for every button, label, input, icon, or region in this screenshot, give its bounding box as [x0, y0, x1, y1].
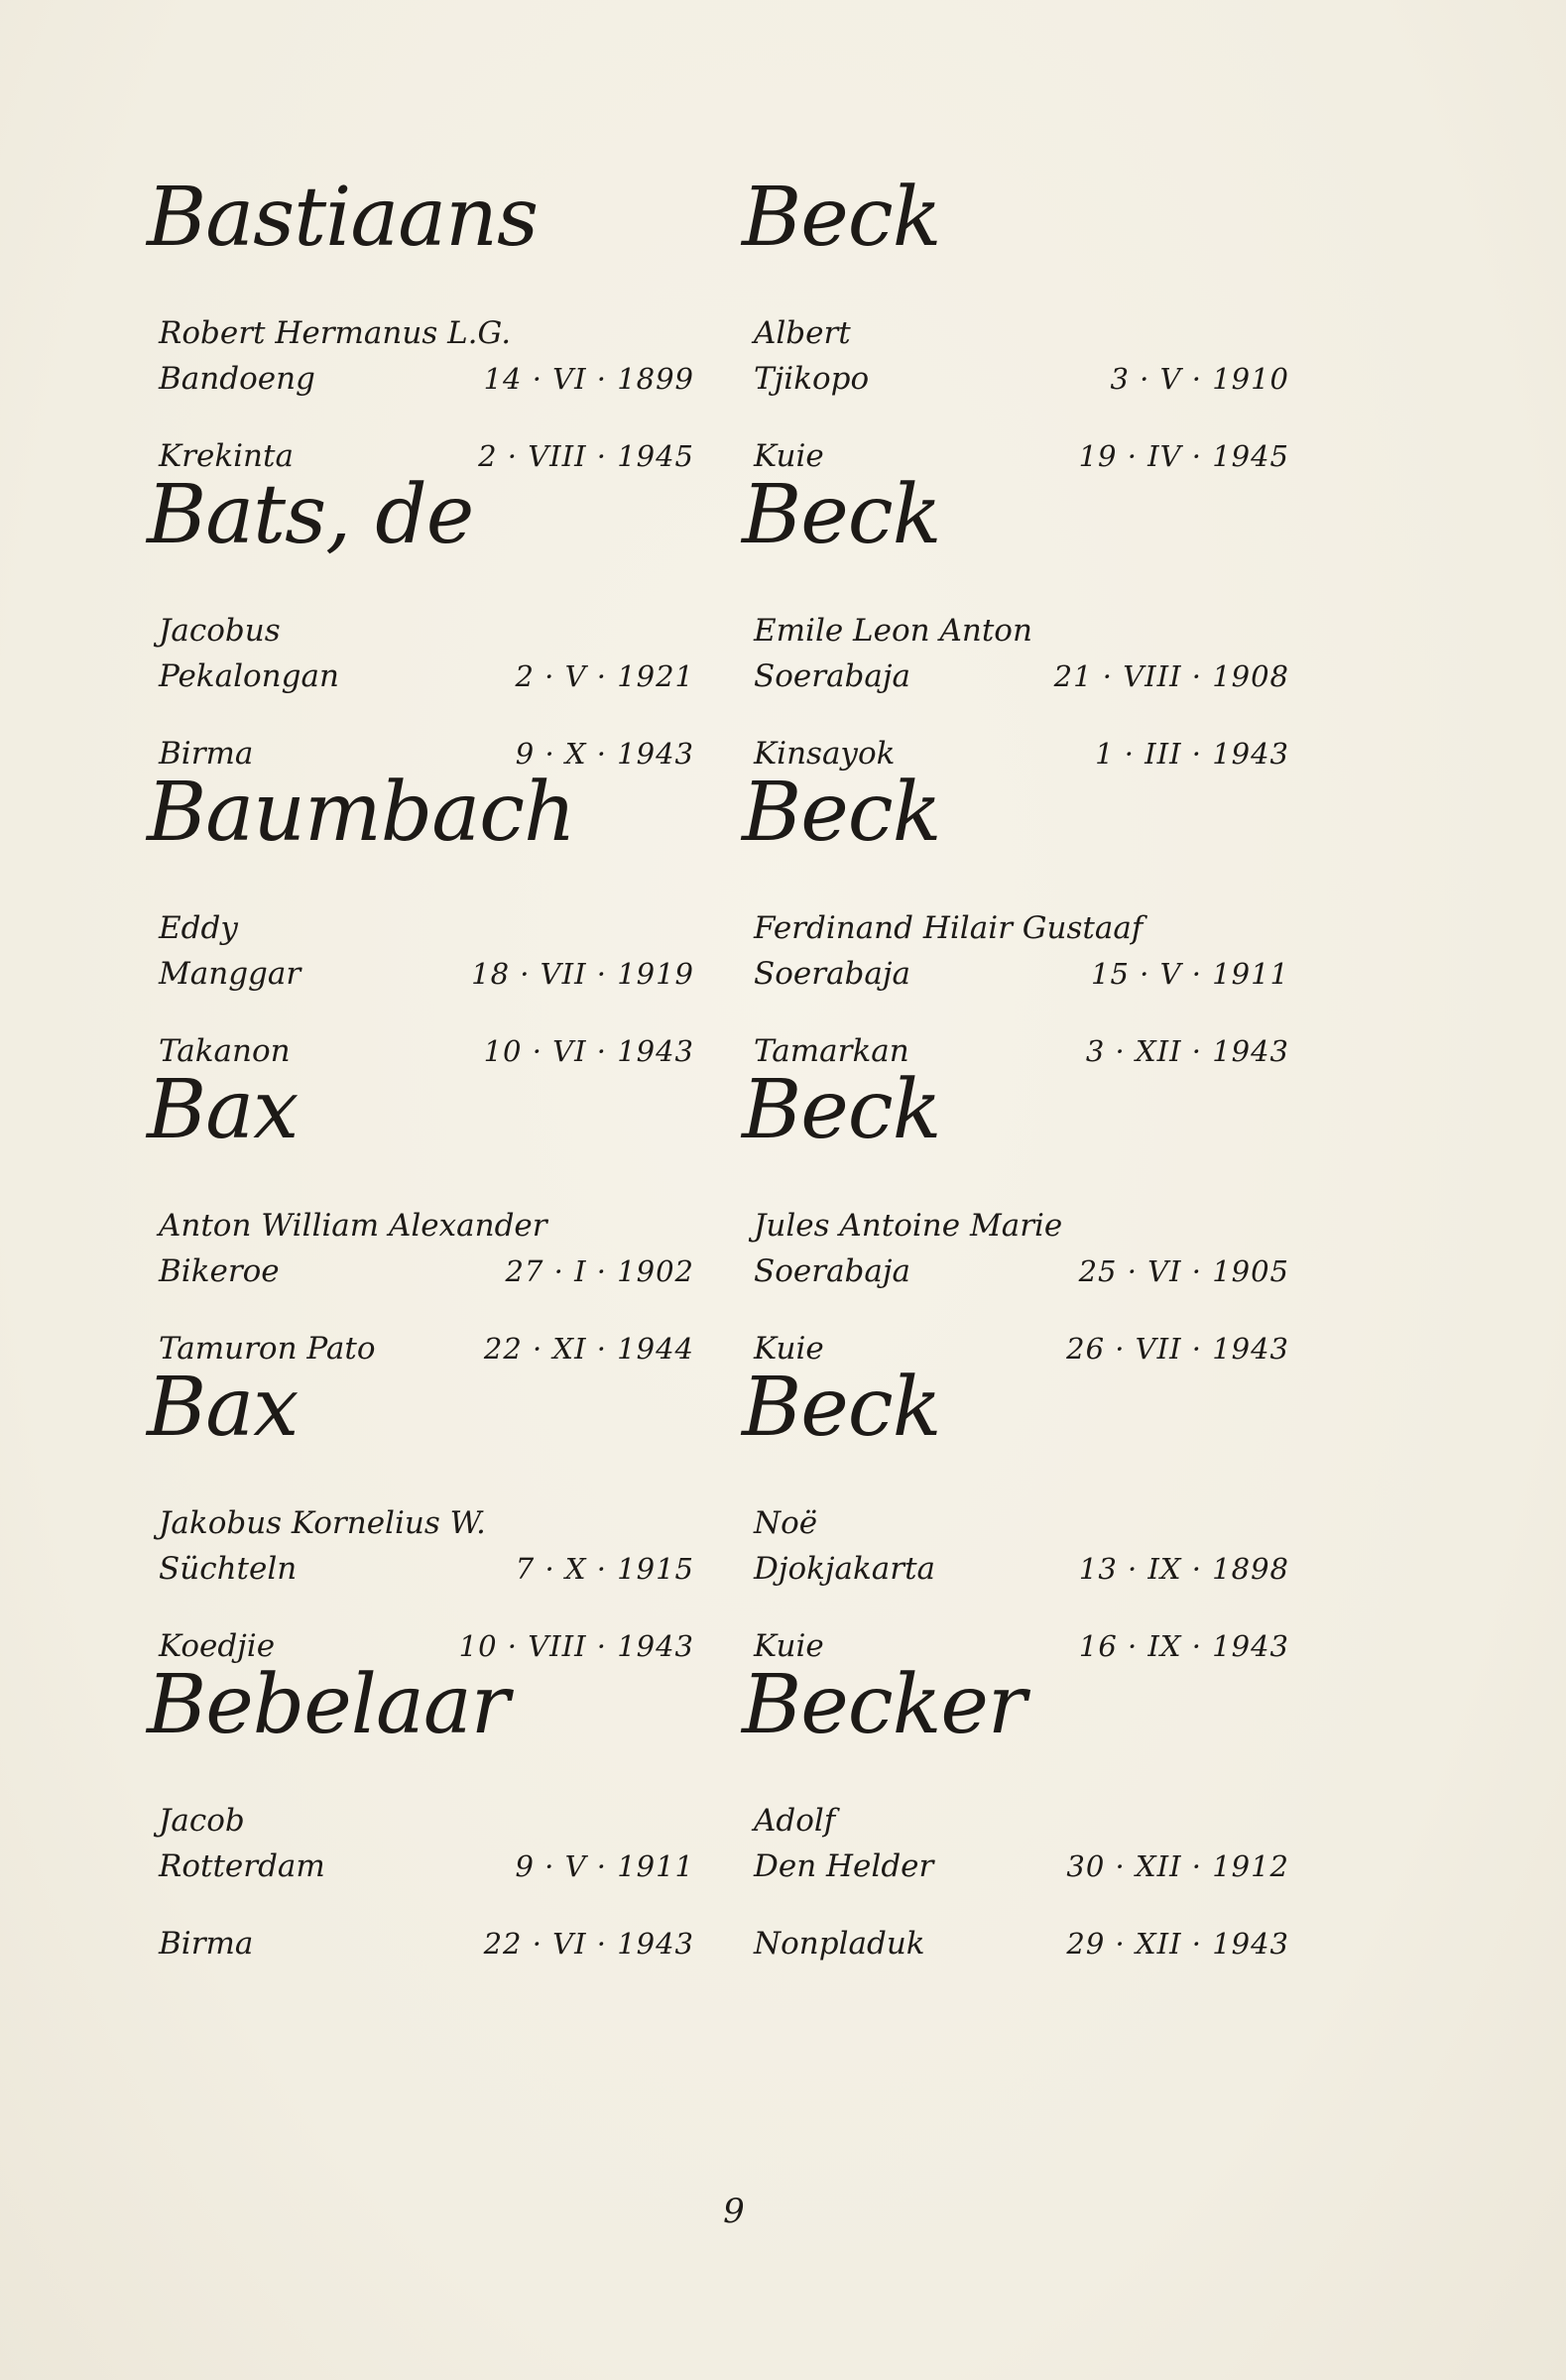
birth-date: 14 · VI · 1899	[483, 362, 694, 396]
birth-date: 9 · V · 1911	[515, 1849, 694, 1883]
birth-place: Manggar	[159, 956, 301, 992]
birth-row	[754, 656, 1289, 696]
record-entry	[147, 764, 702, 1069]
record-entry	[742, 1656, 1297, 1962]
birth-place: Djokjakarta	[754, 1551, 936, 1587]
birth-date: 21 · VIII · 1908	[1053, 659, 1289, 693]
birth-place: Soerabaja	[754, 956, 910, 992]
death-date: 29 · XII · 1943	[1066, 1927, 1289, 1961]
death-date: 10 · VIII · 1943	[458, 1629, 694, 1663]
surname: Beck	[742, 1361, 941, 1455]
death-date: 1 · III · 1943	[1095, 737, 1289, 771]
birth-row	[159, 954, 694, 994]
birth-row	[754, 954, 1289, 994]
death-place: Takanon	[159, 1033, 291, 1069]
birth-place: Tjikopo	[754, 361, 870, 397]
birth-date: 27 · I · 1902	[505, 1254, 694, 1288]
surname: Bebelaar	[147, 1658, 510, 1752]
record-entry	[742, 764, 1297, 1069]
birth-place: Soerabaja	[754, 658, 910, 694]
record-entry	[147, 1061, 702, 1367]
record-entry	[742, 466, 1297, 772]
death-date: 9 · X · 1943	[515, 737, 694, 771]
given-names: Ferdinand Hilair Gustaaf	[754, 910, 1144, 946]
death-place: Koedjie	[159, 1628, 276, 1664]
birth-row	[159, 1251, 694, 1291]
death-place: Tamarkan	[754, 1033, 909, 1069]
birth-place: Pekalongan	[159, 658, 339, 694]
surname: Beck	[742, 468, 941, 562]
death-date: 10 · VI · 1943	[483, 1034, 694, 1068]
death-date: 3 · XII · 1943	[1085, 1034, 1289, 1068]
page-number: 9	[723, 2192, 745, 2231]
record-entry	[147, 169, 702, 474]
birth-date: 25 · VI · 1905	[1078, 1254, 1289, 1288]
death-date: 22 · VI · 1943	[483, 1927, 694, 1961]
death-place: Krekinta	[159, 438, 294, 474]
birth-row	[754, 359, 1289, 399]
birth-date: 30 · XII · 1912	[1066, 1849, 1289, 1883]
surname: Beck	[742, 171, 941, 265]
death-place: Nonpladuk	[754, 1926, 925, 1962]
given-names: Jacobus	[159, 613, 281, 649]
birth-date: 18 · VII · 1919	[471, 957, 694, 991]
birth-row	[159, 359, 694, 399]
surname: Beck	[742, 766, 941, 860]
right-column	[742, 169, 1297, 1962]
record-entry	[147, 1656, 702, 1962]
birth-row	[159, 1549, 694, 1589]
death-date: 19 · IV · 1945	[1078, 439, 1289, 473]
given-names: Eddy	[159, 910, 238, 946]
record-entry	[147, 466, 702, 772]
surname: Beck	[742, 1063, 941, 1157]
birth-place: Soerabaja	[754, 1253, 910, 1289]
birth-place: Bandoeng	[159, 361, 315, 397]
surname: Bax	[147, 1063, 299, 1157]
left-column	[147, 169, 702, 1962]
death-date: 26 · VII · 1943	[1066, 1332, 1289, 1366]
birth-place: Den Helder	[754, 1848, 934, 1884]
death-date: 2 · VIII · 1945	[478, 439, 694, 473]
death-place: Tamuron Pato	[159, 1331, 376, 1367]
record-entry	[742, 169, 1297, 474]
birth-place: Süchteln	[159, 1551, 298, 1587]
death-row	[159, 1924, 694, 1964]
record-entry	[147, 1359, 702, 1664]
birth-row	[754, 1251, 1289, 1291]
surname: Baumbach	[147, 766, 575, 860]
birth-date: 3 · V · 1910	[1110, 362, 1289, 396]
birth-row	[159, 656, 694, 696]
death-date: 22 · XI · 1944	[483, 1332, 694, 1366]
death-date: 16 · IX · 1943	[1078, 1629, 1289, 1663]
given-names: Jacob	[159, 1803, 245, 1839]
death-place: Birma	[159, 1926, 254, 1962]
given-names: Noë	[754, 1505, 818, 1541]
given-names: Jules Antoine Marie	[754, 1208, 1063, 1244]
surname: Becker	[742, 1658, 1026, 1752]
death-place: Kuie	[754, 1331, 824, 1367]
birth-date: 15 · V · 1911	[1091, 957, 1289, 991]
birth-date: 2 · V · 1921	[515, 659, 694, 693]
death-place: Kuie	[754, 1628, 824, 1664]
birth-row	[159, 1846, 694, 1886]
birth-date: 13 · IX · 1898	[1078, 1552, 1289, 1586]
given-names: Robert Hermanus L.G.	[159, 315, 512, 351]
death-place: Birma	[159, 736, 254, 772]
record-entry	[742, 1359, 1297, 1664]
birth-date: 7 · X · 1915	[515, 1552, 694, 1586]
surname: Bax	[147, 1361, 299, 1455]
death-row	[754, 1924, 1289, 1964]
death-place: Kinsayok	[754, 736, 896, 772]
birth-row	[754, 1846, 1289, 1886]
birth-place: Rotterdam	[159, 1848, 325, 1884]
record-entry	[742, 1061, 1297, 1367]
surname: Bats, de	[147, 468, 474, 562]
given-names: Anton William Alexander	[159, 1208, 547, 1244]
given-names: Emile Leon Anton	[754, 613, 1032, 649]
given-names: Albert	[754, 315, 851, 351]
given-names: Jakobus Kornelius W.	[159, 1505, 486, 1541]
given-names: Adolf	[754, 1803, 836, 1839]
birth-row	[754, 1549, 1289, 1589]
surname: Bastiaans	[147, 171, 539, 265]
death-place: Kuie	[754, 438, 824, 474]
birth-place: Bikeroe	[159, 1253, 280, 1289]
